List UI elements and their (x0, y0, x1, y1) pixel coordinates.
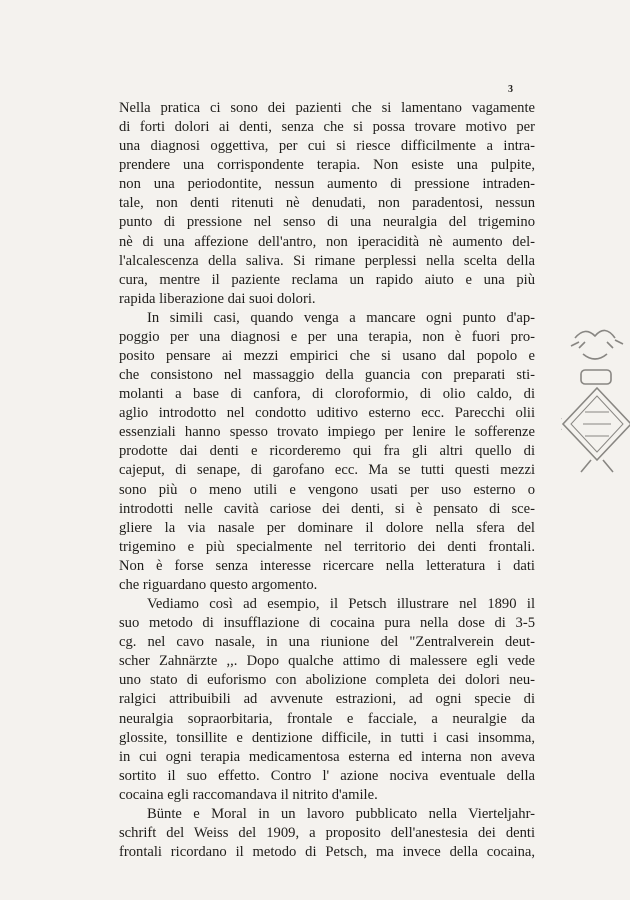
text-line: nè di una affezione dell'antro, non iperacidità nè aumento del- (119, 233, 535, 250)
paragraph-1 (119, 99, 535, 309)
text-line: poggio per una diagnosi e per una terapia, non è fuori pro- (119, 328, 535, 345)
text-line: tale, non denti ritenuti nè denudati, non paradentosi, nessun (119, 195, 535, 212)
text-line: neuralgia sopraorbitaria, frontale e facciale, a neuralgie da (119, 710, 535, 727)
text-line: trigemino e più specialmente nel territorio dei denti frontali. (119, 538, 535, 555)
text-line: schrift del Weiss del 1909, a proposito dell'anestesia dei denti (119, 824, 535, 841)
text-line: molanti a base di canfora, di cloroformio, di olio caldo, di (119, 386, 535, 403)
text-line: cura, mentre il paziente reclama un rapido aiuto e una più (119, 271, 535, 288)
text-line: l'alcalescenza della saliva. Si rimane perplessi nella scelta della (119, 252, 535, 269)
text-line: rapida liberazione dai suoi dolori. (119, 290, 316, 307)
paragraph-2 (119, 309, 535, 595)
text-line: Non è forse senza interesse ricercare nella letteratura i dati (119, 557, 535, 574)
paragraph-3 (119, 595, 535, 805)
text-line: uno stato di euforismo con abolizione completa dei dolori neu- (119, 672, 535, 689)
paragraph-4 (119, 805, 535, 862)
text-line: prendere una corrispondente terapia. Non esiste una pulpite, (119, 157, 535, 174)
text-line: posito pensare ai mezzi empirici che si usano dal popolo e (119, 348, 535, 365)
text-line: una diagnosi oggettiva, per cui si riesce difficilmente a intra- (119, 138, 535, 155)
text-line: essenziali hanno spesso trovato impiego per lenire le sofferenze (119, 424, 535, 441)
text-line: introdotti nelle cavità cariose dei denti, si è pensato di sce- (119, 500, 535, 517)
text-line: frontali ricordano il metodo di Petsch, ma invece della cocaina, (119, 844, 535, 861)
text-line: in cui ogni terapia medicamentosa esterna ed interna non aveva (119, 748, 535, 765)
text-line: che riguardano questo argomento. (119, 576, 318, 593)
text-line: che consistono nel massaggio della guancia con preparati sti- (119, 367, 535, 384)
text-line: sortito il suo effetto. Contro l' azione nociva eventuale della (119, 767, 535, 784)
text-line: aglio introdotto nel condotto uditivo esterno ecc. Parecchi olii (119, 405, 535, 422)
text-line: punto di pressione nel senso di una neuralgia del trigemino (119, 214, 535, 231)
text-line: non una periodontite, nessun aumento di pressione intraden- (119, 176, 535, 193)
text-line: In simili casi, quando venga a mancare ogni punto d'ap- (147, 309, 535, 326)
text-line: di forti dolori ai denti, senza che si possa trovare motivo per (119, 119, 535, 136)
text-line: scher Zahnärzte ,,. Dopo qualche attimo di malessere egli vede (119, 653, 535, 670)
text-line: Vediamo così ad esempio, il Petsch illustrare nel 1890 il (147, 596, 535, 613)
text-line: cajeput, di senape, di garofano ecc. Ma se tutti questi mezzi (119, 462, 535, 479)
text-line: suo metodo di insufflazione di cocaina pura nella dose di 3-5 (119, 615, 535, 632)
text-line: ralgici attribuibili ad avvenute estrazioni, ad ogni specie di (119, 691, 535, 708)
library-stamp-icon (561, 318, 630, 508)
text-line: gliere la via nasale per dominare il dolore nella sfera del (119, 519, 535, 536)
text-line: cg. nel cavo nasale, in una riunione del "Zentralverein deut- (119, 634, 535, 651)
text-line: cocaina egli raccomandava il nitrito d'amile. (119, 786, 378, 803)
page-number: 3 (508, 84, 513, 95)
text-line: Nella pratica ci sono dei pazienti che si lamentano vagamente (119, 100, 535, 116)
text-line: Bünte e Moral in un lavoro pubblicato nella Vierteljahr- (147, 805, 535, 822)
page-body (119, 99, 535, 862)
text-line: prodotte dai denti e ricorderemo qui fra gli altri quello di (119, 443, 535, 460)
text-line: glossite, tonsillite e dentizione difficile, in tutti i casi insomma, (119, 729, 535, 746)
text-line: sono più o meno utili e vengono usati per uso esterno o (119, 481, 535, 498)
